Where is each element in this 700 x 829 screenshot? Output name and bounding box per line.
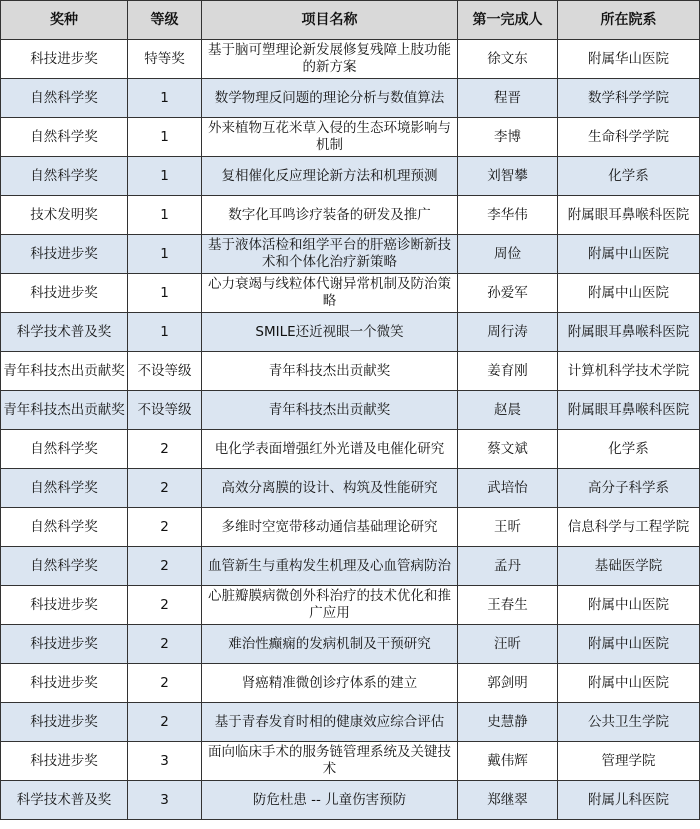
department-cell: 附属儿科医院 xyxy=(558,781,700,820)
project-name-cell: 外来植物互花米草入侵的生态环境影响与机制 xyxy=(202,118,458,157)
table-row xyxy=(1,742,700,781)
first-completer-cell: 史慧静 xyxy=(458,703,558,742)
project-name-cell: 肾癌精准微创诊疗体系的建立 xyxy=(202,664,458,703)
first-completer-cell: 刘智攀 xyxy=(458,157,558,196)
table-row xyxy=(1,586,700,625)
award-type-cell: 自然科学奖 xyxy=(1,118,128,157)
department-cell: 生命科学学院 xyxy=(558,118,700,157)
first-completer-cell: 程晋 xyxy=(458,79,558,118)
award-type-cell: 科技进步奖 xyxy=(1,742,128,781)
first-completer-cell: 孙爱军 xyxy=(458,274,558,313)
award-type-cell: 青年科技杰出贡献奖 xyxy=(1,391,128,430)
grade-cell: 2 xyxy=(128,586,202,625)
project-name-cell: 青年科技杰出贡献奖 xyxy=(202,391,458,430)
department-cell: 附属中山医院 xyxy=(558,235,700,274)
table-row xyxy=(1,313,700,352)
grade-cell: 1 xyxy=(128,79,202,118)
project-name-cell: 面向临床手术的服务链管理系统及关键技术 xyxy=(202,742,458,781)
project-name-cell: SMILE还近视眼一个微笑 xyxy=(202,313,458,352)
table-row xyxy=(1,40,700,79)
project-name-cell: 高效分离膜的设计、构筑及性能研究 xyxy=(202,469,458,508)
department-cell: 数学科学学院 xyxy=(558,79,700,118)
grade-cell: 3 xyxy=(128,742,202,781)
award-type-cell: 科技进步奖 xyxy=(1,235,128,274)
project-name-cell: 数字化耳鸣诊疗装备的研发及推广 xyxy=(202,196,458,235)
department-cell: 信息科学与工程学院 xyxy=(558,508,700,547)
project-name-cell: 心力衰竭与线粒体代谢异常机制及防治策略 xyxy=(202,274,458,313)
table-row xyxy=(1,391,700,430)
department-cell: 附属眼耳鼻喉科医院 xyxy=(558,196,700,235)
department-cell: 基础医学院 xyxy=(558,547,700,586)
project-name-cell: 青年科技杰出贡献奖 xyxy=(202,352,458,391)
table-row xyxy=(1,430,700,469)
table-row xyxy=(1,547,700,586)
grade-cell: 2 xyxy=(128,469,202,508)
table-row xyxy=(1,625,700,664)
award-type-cell: 自然科学奖 xyxy=(1,547,128,586)
table-row xyxy=(1,703,700,742)
table-row xyxy=(1,235,700,274)
grade-cell: 1 xyxy=(128,274,202,313)
grade-cell: 2 xyxy=(128,625,202,664)
project-name-cell: 血管新生与重构发生机理及心血管病防治 xyxy=(202,547,458,586)
department-cell: 附属中山医院 xyxy=(558,274,700,313)
table-row xyxy=(1,781,700,820)
first-completer-cell: 李华伟 xyxy=(458,196,558,235)
project-name-cell: 多维时空宽带移动通信基础理论研究 xyxy=(202,508,458,547)
award-type-cell: 科学技术普及奖 xyxy=(1,313,128,352)
first-completer-cell: 周俭 xyxy=(458,235,558,274)
department-cell: 化学系 xyxy=(558,430,700,469)
department-cell: 管理学院 xyxy=(558,742,700,781)
grade-cell: 不设等级 xyxy=(128,352,202,391)
grade-cell: 1 xyxy=(128,157,202,196)
grade-cell: 2 xyxy=(128,430,202,469)
department-cell: 附属眼耳鼻喉科医院 xyxy=(558,391,700,430)
grade-cell: 3 xyxy=(128,781,202,820)
table-row xyxy=(1,157,700,196)
department-cell: 计算机科学技术学院 xyxy=(558,352,700,391)
award-type-cell: 自然科学奖 xyxy=(1,508,128,547)
table-row xyxy=(1,118,700,157)
department-cell: 附属华山医院 xyxy=(558,40,700,79)
grade-cell: 2 xyxy=(128,664,202,703)
award-type-cell: 科技进步奖 xyxy=(1,40,128,79)
department-cell: 附属中山医院 xyxy=(558,625,700,664)
project-name-cell: 数学物理反问题的理论分析与数值算法 xyxy=(202,79,458,118)
first-completer-cell: 李博 xyxy=(458,118,558,157)
header-award-type: 奖种 xyxy=(1,1,128,40)
table-row xyxy=(1,196,700,235)
first-completer-cell: 姜育刚 xyxy=(458,352,558,391)
award-type-cell: 自然科学奖 xyxy=(1,79,128,118)
table-row xyxy=(1,469,700,508)
project-name-cell: 基于脑可塑理论新发展修复残障上肢功能的新方案 xyxy=(202,40,458,79)
first-completer-cell: 郑继翠 xyxy=(458,781,558,820)
award-type-cell: 自然科学奖 xyxy=(1,469,128,508)
first-completer-cell: 徐文东 xyxy=(458,40,558,79)
award-type-cell: 科技进步奖 xyxy=(1,703,128,742)
table-row xyxy=(1,79,700,118)
award-type-cell: 自然科学奖 xyxy=(1,430,128,469)
grade-cell: 特等奖 xyxy=(128,40,202,79)
project-name-cell: 基于液体活检和组学平台的肝癌诊断新技术和个体化治疗新策略 xyxy=(202,235,458,274)
project-name-cell: 防危杜患 -- 儿童伤害预防 xyxy=(202,781,458,820)
table-row xyxy=(1,352,700,391)
department-cell: 公共卫生学院 xyxy=(558,703,700,742)
department-cell: 化学系 xyxy=(558,157,700,196)
first-completer-cell: 周行涛 xyxy=(458,313,558,352)
department-cell: 高分子科学系 xyxy=(558,469,700,508)
header-first-completer: 第一完成人 xyxy=(458,1,558,40)
project-name-cell: 电化学表面增强红外光谱及电催化研究 xyxy=(202,430,458,469)
grade-cell: 2 xyxy=(128,508,202,547)
grade-cell: 1 xyxy=(128,118,202,157)
award-type-cell: 科技进步奖 xyxy=(1,625,128,664)
first-completer-cell: 王昕 xyxy=(458,508,558,547)
first-completer-cell: 王春生 xyxy=(458,586,558,625)
table-body xyxy=(1,40,700,820)
table-row xyxy=(1,508,700,547)
award-type-cell: 科技进步奖 xyxy=(1,274,128,313)
award-type-cell: 科学技术普及奖 xyxy=(1,781,128,820)
award-type-cell: 科技进步奖 xyxy=(1,586,128,625)
header-grade: 等级 xyxy=(128,1,202,40)
award-type-cell: 青年科技杰出贡献奖 xyxy=(1,352,128,391)
table-row xyxy=(1,664,700,703)
grade-cell: 1 xyxy=(128,235,202,274)
project-name-cell: 心脏瓣膜病微创外科治疗的技术优化和推广应用 xyxy=(202,586,458,625)
first-completer-cell: 武培怡 xyxy=(458,469,558,508)
department-cell: 附属眼耳鼻喉科医院 xyxy=(558,313,700,352)
department-cell: 附属中山医院 xyxy=(558,664,700,703)
first-completer-cell: 蔡文斌 xyxy=(458,430,558,469)
header-project-name: 项目名称 xyxy=(202,1,458,40)
grade-cell: 2 xyxy=(128,547,202,586)
grade-cell: 2 xyxy=(128,703,202,742)
first-completer-cell: 戴伟辉 xyxy=(458,742,558,781)
award-type-cell: 自然科学奖 xyxy=(1,157,128,196)
project-name-cell: 基于青春发育时相的健康效应综合评估 xyxy=(202,703,458,742)
first-completer-cell: 汪昕 xyxy=(458,625,558,664)
first-completer-cell: 孟丹 xyxy=(458,547,558,586)
grade-cell: 1 xyxy=(128,313,202,352)
header-department: 所在院系 xyxy=(558,1,700,40)
grade-cell: 不设等级 xyxy=(128,391,202,430)
grade-cell: 1 xyxy=(128,196,202,235)
first-completer-cell: 赵晨 xyxy=(458,391,558,430)
project-name-cell: 难治性癫痫的发病机制及干预研究 xyxy=(202,625,458,664)
first-completer-cell: 郭剑明 xyxy=(458,664,558,703)
award-type-cell: 科技进步奖 xyxy=(1,664,128,703)
department-cell: 附属中山医院 xyxy=(558,586,700,625)
award-type-cell: 技术发明奖 xyxy=(1,196,128,235)
table-row xyxy=(1,274,700,313)
project-name-cell: 复相催化反应理论新方法和机理预测 xyxy=(202,157,458,196)
header-row xyxy=(1,1,700,40)
